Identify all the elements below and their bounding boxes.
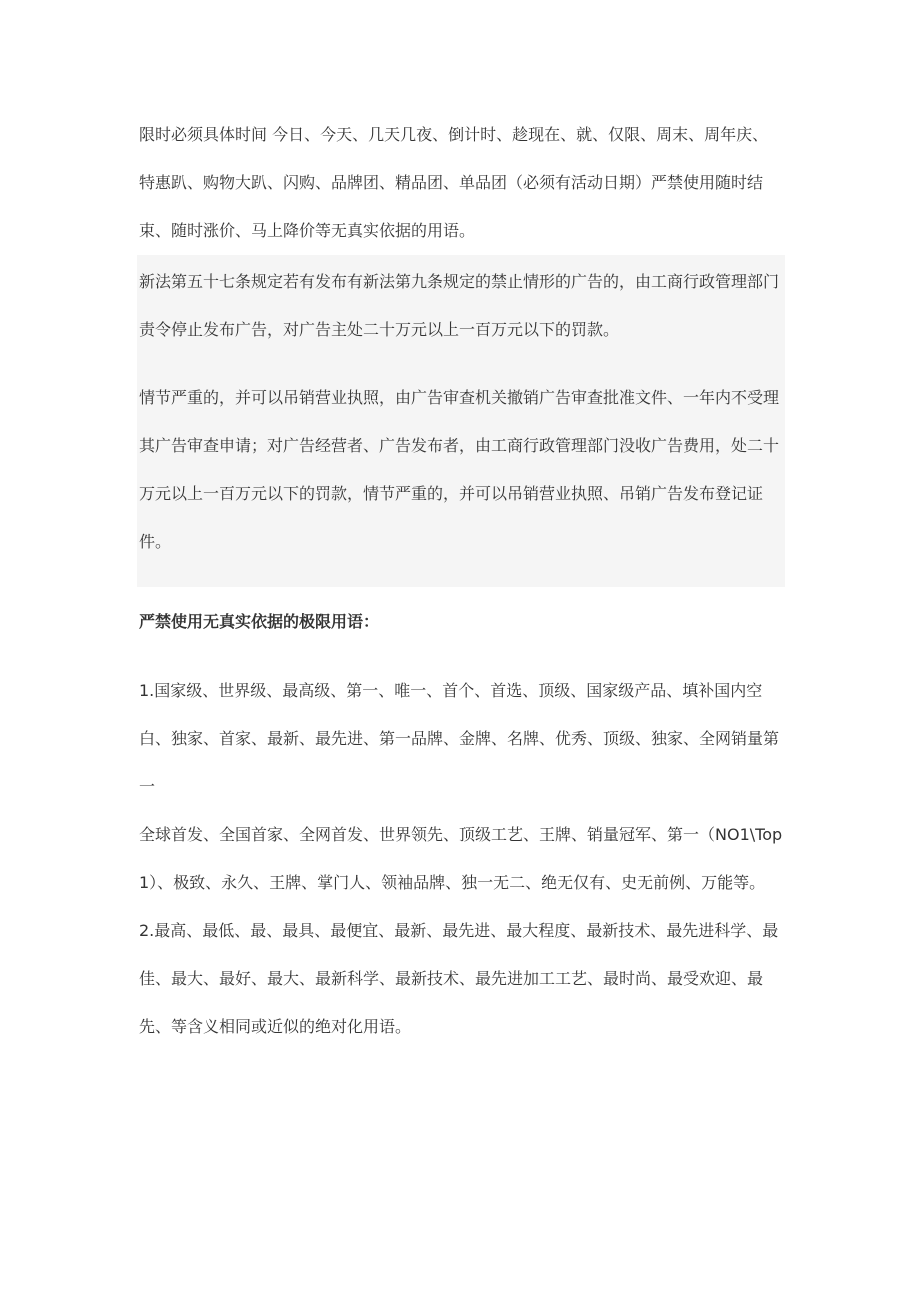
terms-list-item-1-continued: 全球首发、全国首家、全网首发、世界领先、顶级工艺、王牌、销量冠军、第一（NO1\Top1）、极致、永久、王牌、掌门人、领袖品牌、独一无二、绝无仅有、史无前例、万能等。 xyxy=(139,825,783,892)
law-quote-block xyxy=(137,255,785,587)
law-quote-paragraph-2: 情节严重的，并可以吊销营业执照，由广告审查机关撤销广告审查批准文件、一年内不受理其广告审查申请；对广告经营者、广告发布者，由工商行政管理部门没收广告费用，处二十万元以上一百万元以下的罚款，情节严重的，并可以吊销营业执照、吊销广告发布登记证件。 xyxy=(139,388,780,551)
time-limit-paragraph: 限时必须具体时间 今日、今天、几天几夜、倒计时、趁现在、就、仅限、周末、周年庆、特惠趴、购物大趴、闪购、品牌团、精品团、单品团（必须有活动日期）严禁使用随时结束、随时涨价、马上降价等无真实依据的用语。 xyxy=(139,125,769,240)
document-content xyxy=(139,111,783,1051)
section-heading: 严禁使用无真实依据的极限用语： xyxy=(139,612,380,631)
terms-list-item-2: 2.最高、最低、最、最具、最便宜、最新、最先进、最大程度、最新技术、最先进科学、最佳、最大、最好、最大、最新科学、最新技术、最先进加工工艺、最时尚、最受欢迎、最先、等含义相同或近似的绝对化用语。 xyxy=(139,921,779,1036)
terms-list-item-1: 1.国家级、世界级、最高级、第一、唯一、首个、首选、顶级、国家级产品、填补国内空白、独家、首家、最新、最先进、第一品牌、金牌、名牌、优秀、顶级、独家、全网销量第一 xyxy=(139,681,780,796)
law-quote-paragraph-1: 新法第五十七条规定若有发布有新法第九条规定的禁止情形的广告的，由工商行政管理部门责令停止发布广告，对广告主处二十万元以上一百万元以下的罚款。 xyxy=(139,272,780,339)
